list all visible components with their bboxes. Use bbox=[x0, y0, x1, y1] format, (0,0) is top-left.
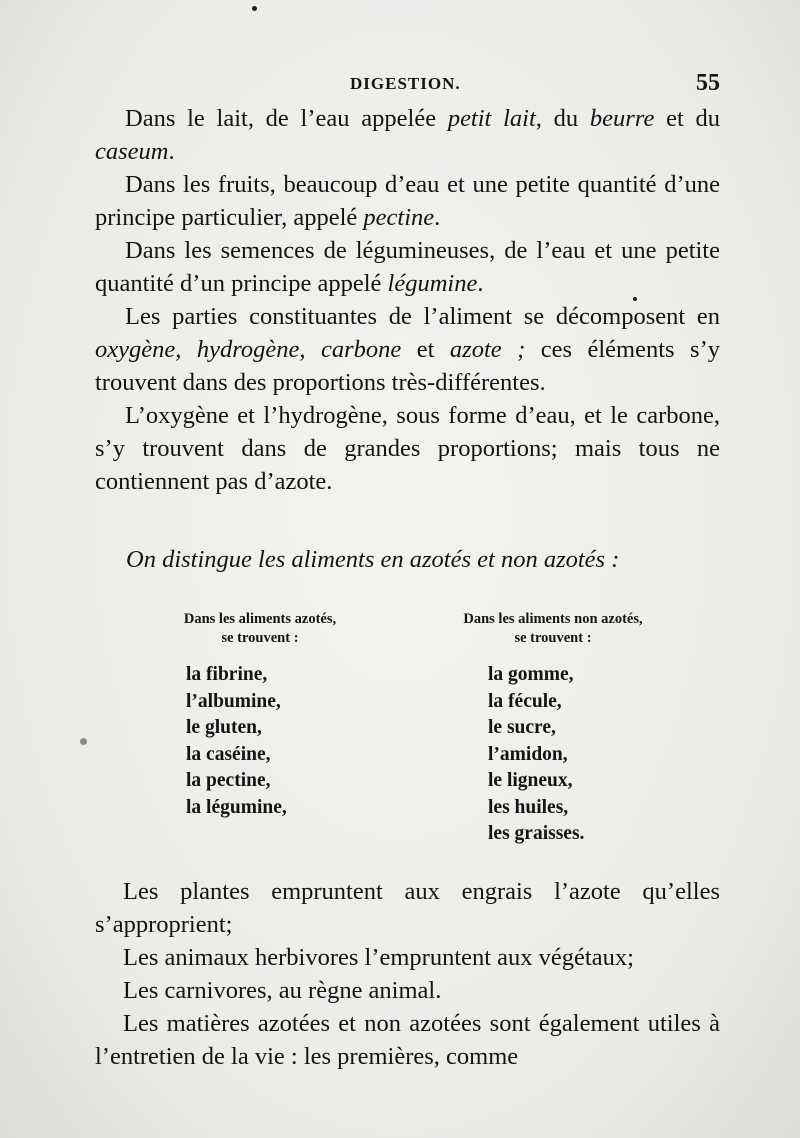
text-run: Dans le lait, de l’eau appelée bbox=[125, 105, 448, 132]
paragraph-oxygene bbox=[95, 399, 720, 498]
list-item: la caséine, bbox=[186, 743, 271, 765]
italic-term: caseum bbox=[95, 138, 169, 165]
print-speck bbox=[633, 297, 637, 301]
italic-term: oxygène, hydrogène bbox=[95, 336, 300, 363]
paragraph-herbivores: Les animaux herbivores l’empruntent aux végétaux; bbox=[123, 944, 634, 971]
text-run: L’oxygène et l’hydrogène, sous forme d’eau, et le carbone, s’y trouvent dans de grandes proportions; mais tous ne contiennent pas d’azote. bbox=[95, 402, 720, 495]
paragraph-legumineuses bbox=[95, 234, 720, 300]
list-item: le sucre, bbox=[488, 717, 556, 738]
list-item: le gluten, bbox=[186, 717, 262, 738]
list-item: les huiles, bbox=[488, 796, 569, 818]
text-run: ces éléments s’y trouvent dans des proportions très-différentes. bbox=[95, 336, 721, 396]
italic-term: petit lait bbox=[447, 105, 536, 132]
list-item: la pectine, bbox=[186, 770, 271, 791]
list-item: les graisses. bbox=[488, 823, 585, 844]
paragraph-fruits bbox=[95, 168, 720, 234]
text-run: Les parties constituantes de l’aliment se décomposent en bbox=[125, 303, 720, 330]
print-speck bbox=[80, 738, 87, 745]
list-item: la légumine, bbox=[186, 796, 287, 818]
page-number: 55 bbox=[696, 70, 720, 96]
column-head-azotes-line-1: Dans les aliments azotés, bbox=[183, 611, 337, 627]
column-head-non-azotes-line-2: se trouvent : bbox=[514, 630, 592, 646]
list-item: l’albumine, bbox=[186, 690, 281, 712]
list-item: la gomme, bbox=[488, 664, 574, 685]
italic-term: carbone bbox=[320, 336, 402, 363]
section-heading: On distingue les aliments en azotés et non azotés : bbox=[126, 546, 620, 573]
column-head-azotes bbox=[140, 610, 380, 648]
print-speck bbox=[252, 6, 257, 11]
running-head: DIGESTION. bbox=[350, 74, 461, 93]
text-run: et du bbox=[654, 105, 720, 132]
text-run: . bbox=[434, 204, 441, 231]
paragraph-constituantes bbox=[95, 300, 720, 399]
column-head-azotes-line-2: se trouvent : bbox=[221, 630, 299, 646]
paragraph-plantes: Les plantes empruntent aux engrais l’azote qu’elles s’approprient; bbox=[95, 878, 720, 938]
paragraph-lait bbox=[95, 102, 720, 168]
text-run: Dans les fruits, beaucoup d’eau et une petite quantité d’une principe particulier, appelé bbox=[95, 171, 720, 231]
column-head-non-azotes bbox=[428, 610, 678, 648]
paragraph-matieres: Les matières azotées et non azotées sont également utiles à l’entretien de la vie : les premières, comme bbox=[95, 1010, 720, 1070]
text-run: Dans les semences de légumineuses, de l’eau et une petite quantité d’un principe appelé bbox=[95, 237, 720, 297]
text-run: . bbox=[168, 138, 175, 165]
list-item: la fibrine, bbox=[186, 664, 268, 685]
italic-term: azote ; bbox=[449, 336, 526, 363]
text-run: , du bbox=[535, 105, 590, 132]
italic-term: légumine bbox=[387, 270, 478, 297]
page-header bbox=[95, 70, 720, 100]
text-run: et bbox=[401, 336, 450, 363]
body-text bbox=[95, 102, 720, 498]
text-run: . bbox=[477, 270, 484, 297]
paragraph-carnivores: Les carnivores, au règne animal. bbox=[123, 977, 442, 1004]
italic-term: beurre bbox=[589, 105, 655, 132]
italic-term: pectine bbox=[363, 204, 435, 231]
list-non-azotes bbox=[488, 662, 584, 848]
list-item: la fécule, bbox=[488, 690, 562, 712]
list-item: l’amidon, bbox=[488, 743, 568, 765]
column-head-non-azotes-line-1: Dans les aliments non azotés, bbox=[463, 611, 643, 627]
list-item: le ligneux, bbox=[488, 770, 573, 791]
text-run: , bbox=[299, 336, 321, 363]
list-azotes bbox=[186, 662, 287, 821]
lower-text bbox=[95, 875, 720, 1073]
